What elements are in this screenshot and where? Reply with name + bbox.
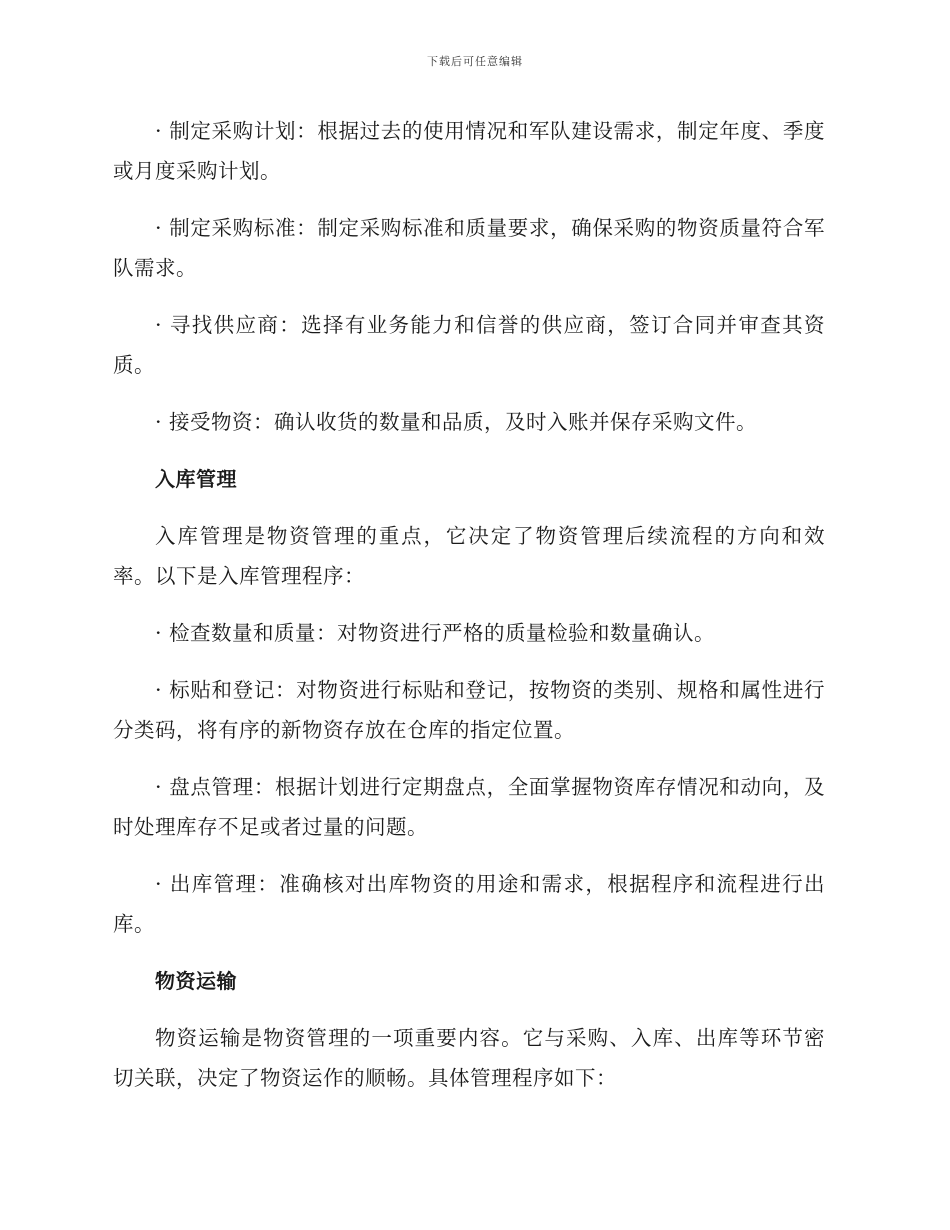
section-heading: 入库管理 bbox=[155, 467, 237, 491]
section-heading: 物资运输 bbox=[155, 969, 237, 993]
body-paragraph: 入库管理是物资管理的重点，它决定了物资管理后续流程的方向和效率。以下是入库管理程序： bbox=[113, 524, 825, 588]
bullet-paragraph: · 检查数量和质量：对物资进行严格的质量检验和数量确认。 bbox=[155, 621, 716, 645]
bullet-paragraph: · 寻找供应商：选择有业务能力和信誉的供应商，签订合同并审查其资质。 bbox=[113, 313, 825, 377]
bullet-paragraph: · 制定采购计划：根据过去的使用情况和军队建设需求，制定年度、季度或月度采购计划。 bbox=[113, 119, 825, 183]
header-note: 下载后可任意编辑 bbox=[427, 55, 523, 68]
bullet-paragraph: · 接受物资：确认收货的数量和品质，及时入账并保存采购文件。 bbox=[155, 410, 758, 434]
document-body bbox=[113, 111, 825, 1115]
bullet-paragraph: · 制定采购标准：制定采购标准和质量要求，确保采购的物资质量符合军队需求。 bbox=[113, 216, 825, 280]
bullet-paragraph: · 盘点管理：根据计划进行定期盘点，全面掌握物资库存情况和动向，及时处理库存不足或者过量的问题。 bbox=[113, 775, 825, 839]
bullet-paragraph: · 出库管理：准确核对出库物资的用途和需求，根据程序和流程进行出库。 bbox=[113, 872, 825, 936]
body-paragraph: 物资运输是物资管理的一项重要内容。它与采购、入库、出库等环节密切关联，决定了物资运作的顺畅。具体管理程序如下： bbox=[113, 1026, 825, 1090]
bullet-paragraph: · 标贴和登记：对物资进行标贴和登记，按物资的类别、规格和属性进行分类码，将有序的新物资存放在仓库的指定位置。 bbox=[113, 678, 825, 742]
